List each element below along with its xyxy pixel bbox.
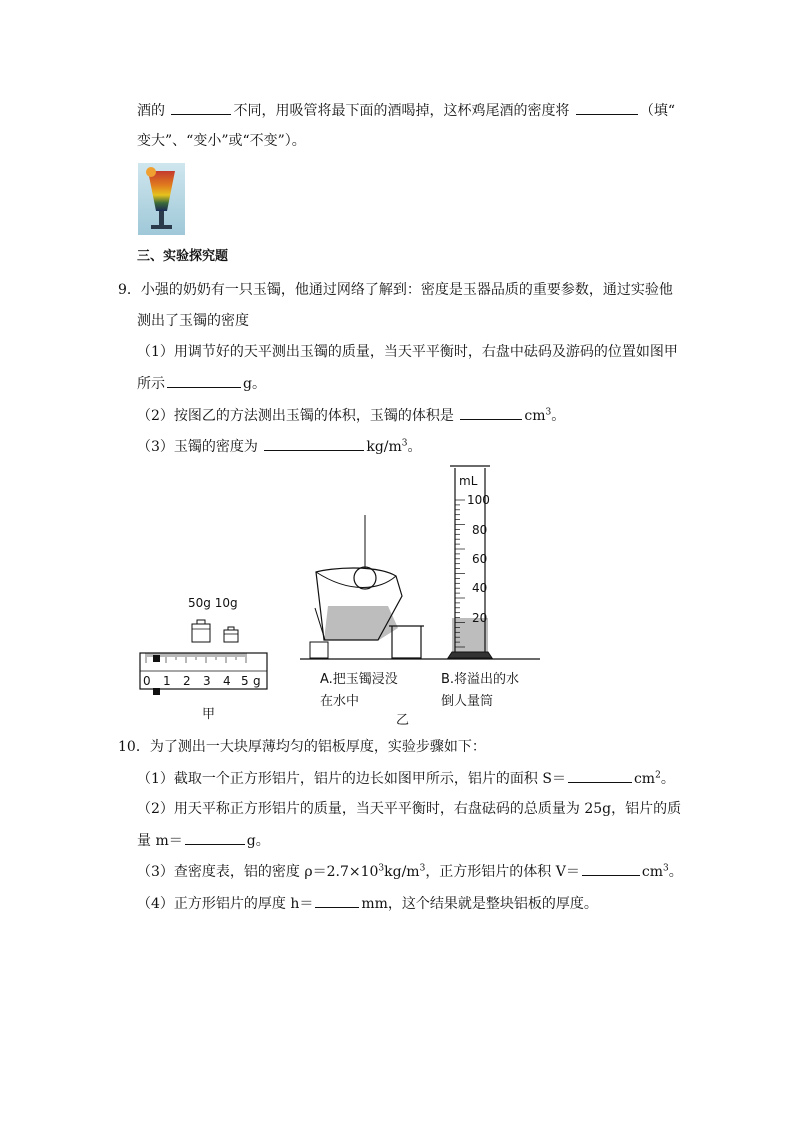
q8-line1 [137, 100, 675, 121]
scale-label: 0 [143, 674, 151, 688]
scale-label: 5 [241, 674, 249, 688]
caption-a-line1: A.把玉镯浸没 [320, 672, 398, 687]
q9-part3-text: （3）玉镯的密度为 [137, 439, 263, 455]
unit-text: cm [641, 864, 663, 880]
answer-blank[interactable] [576, 100, 638, 115]
measuring-cylinder [448, 466, 492, 658]
q10-part2-line2 [137, 830, 270, 851]
caption-b-line1: B.将溢出的水 [441, 672, 520, 687]
unit-text: cm [633, 771, 656, 787]
figure-svg [130, 460, 550, 730]
punct: 。 [668, 864, 683, 880]
figure-jia-label: 甲 [202, 707, 216, 722]
answer-blank[interactable] [582, 861, 640, 876]
q9-part3 [137, 436, 422, 457]
answer-blank[interactable] [264, 436, 364, 451]
q9-part1-text: 所示 [137, 376, 165, 392]
scale-label: 1 [163, 674, 171, 688]
q10-part1 [137, 768, 675, 789]
q10-part3 [137, 861, 683, 882]
answer-blank[interactable] [315, 893, 359, 908]
section-title: 三、实验探究题 [137, 249, 229, 264]
answer-blank[interactable] [171, 100, 231, 115]
scale-label: 2 [183, 674, 191, 688]
unit-text: kg/m [366, 439, 402, 455]
answer-blank[interactable] [568, 768, 632, 783]
cylinder-tick-label: 100 [467, 493, 490, 507]
q10-part4-text-b: mm，这个结果就是整块铝板的厚度。 [361, 896, 598, 912]
punct: 。 [407, 439, 422, 455]
q10-part2-line1: （2）用天平称正方形铝片的质量，当天平平衡时，右盘砝码的总质量为 25g，铝片的质 [137, 801, 682, 817]
scale-label: 3 [203, 674, 211, 688]
cylinder-tick-label: 60 [472, 552, 488, 566]
unit-text: cm [524, 408, 546, 424]
q8-line2: 变大”、“变小”或“不变”）。 [137, 133, 306, 149]
cylinder-tick-label: 20 [472, 611, 488, 625]
experiment-figure [130, 460, 550, 730]
unit-exponent: 3 [419, 863, 426, 874]
cylinder-tick-label: 80 [472, 523, 488, 537]
caption-a-line2: 在水中 [320, 694, 360, 709]
answer-blank[interactable] [185, 830, 245, 845]
answer-blank[interactable] [167, 373, 241, 388]
figure-yi-label: 乙 [396, 713, 410, 728]
weights-label: 50g 10g [188, 596, 238, 610]
q9-part1-line1: （1）用调节好的天平测出玉镯的质量，当天平平衡时，右盘中砝码及游码的位置如图甲 [137, 344, 678, 360]
jade-bracelet [354, 567, 376, 589]
cylinder-unit: mL [459, 474, 478, 488]
q10-part4-text: （4）正方形铝片的厚度 h＝ [137, 896, 314, 912]
q8-text-b: 不同，用吸管将最下面的酒喝掉，这杯鸡尾酒的密度将 [233, 103, 574, 119]
beam-scale [140, 653, 267, 695]
punct: 。 [551, 408, 566, 424]
answer-blank[interactable] [460, 405, 522, 420]
q8-text-a: 酒的 [137, 103, 170, 119]
scale-label: g [253, 674, 261, 688]
small-beaker [389, 626, 424, 658]
punct: 。 [660, 771, 675, 787]
q10-stem: 10．为了测出一大块厚薄均匀的铝板厚度，实验步骤如下： [118, 739, 486, 755]
q10-part3-text: （3）查密度表，铝的密度 ρ＝2.7×10 [137, 864, 379, 880]
overflow-beaker [310, 515, 402, 658]
q10-part1-text: （1）截取一个正方形铝片，铝片的边长如图甲所示，铝片的面积 S＝ [137, 771, 566, 787]
rider-top [153, 655, 160, 662]
unit-exponent: 3 [545, 407, 552, 418]
scale-label: 4 [223, 674, 231, 688]
weight-10g [224, 627, 238, 642]
caption-b-line2: 倒人量筒 [441, 694, 494, 709]
rider-bottom [153, 688, 160, 695]
exponent: 3 [378, 863, 385, 874]
unit-exponent: 2 [655, 770, 661, 781]
q8-text-c: （填“ [639, 103, 676, 119]
unit-text: kg/m [384, 864, 420, 880]
unit-text: g。 [246, 833, 270, 849]
q9-stem-line1: 9．小强的奶奶有一只玉镯，他通过网络了解到：密度是玉器品质的重要参数，通过实验他 [118, 282, 673, 298]
q9-part2-text: （2）按图乙的方法测出玉镯的体积，玉镯的体积是 [137, 408, 459, 424]
cylinder-tick-label: 40 [472, 581, 488, 595]
unit-exponent: 3 [401, 438, 408, 449]
cocktail-image [138, 163, 185, 235]
unit-exponent: 3 [663, 863, 669, 874]
q9-part1-line2 [137, 373, 266, 394]
q10-part2-text: 量 m＝ [137, 833, 183, 849]
q9-stem-line2: 测出了玉镯的密度 [137, 313, 249, 329]
q10-part3-text-b: ，正方形铝片的体积 V＝ [425, 864, 580, 880]
unit-text: g。 [243, 376, 266, 392]
weight-50g [192, 620, 210, 642]
q10-part4 [137, 893, 598, 914]
q9-part2 [137, 405, 565, 426]
